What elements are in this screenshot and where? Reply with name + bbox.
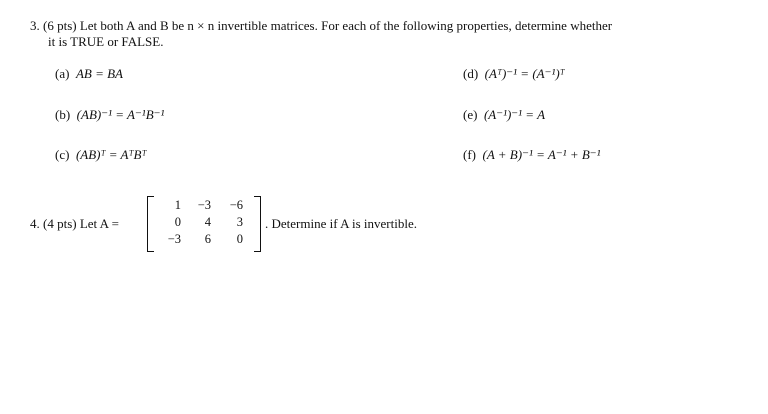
question-4-stem <box>30 216 119 232</box>
q3-item-d <box>463 66 565 82</box>
matrix-cell: −3 <box>197 198 211 212</box>
q3-item-expression: AB = BA <box>75 66 123 81</box>
q3-item-a <box>55 66 123 82</box>
question-3-text-line2: it is TRUE or FALSE. <box>48 34 164 49</box>
matrix-a <box>147 196 261 252</box>
q3-item-c <box>55 147 146 163</box>
q3-item-label: (b) <box>55 107 71 122</box>
matrix-left-bracket <box>147 196 154 252</box>
question-4-prefix: (4 pts) Let A = <box>43 216 119 231</box>
q3-item-expression: (AB)⁻¹ = A⁻¹B⁻¹ <box>76 107 165 122</box>
question-3-text-line1: (6 pts) Let both A and B be n × n invertible matrices. For each of the following properties, determine whether <box>43 18 613 33</box>
q3-item-label: (c) <box>55 147 70 162</box>
q3-item-label: (a) <box>55 66 70 81</box>
matrix-cell: −3 <box>167 232 181 246</box>
matrix-cell: 0 <box>174 215 181 229</box>
matrix-cell: 4 <box>204 215 211 229</box>
q3-item-b <box>55 107 164 123</box>
matrix-cell: 6 <box>204 232 211 246</box>
question-3-number: 3. <box>30 18 40 33</box>
q3-item-expression: (AB)ᵀ = AᵀBᵀ <box>75 147 147 162</box>
q3-item-label: (f) <box>463 147 476 162</box>
matrix-cell: 1 <box>174 198 181 212</box>
q3-item-expression: (Aᵀ)⁻¹ = (A⁻¹)ᵀ <box>484 66 565 81</box>
q3-item-expression: (A + B)⁻¹ = A⁻¹ + B⁻¹ <box>482 147 601 162</box>
matrix-cell: 3 <box>236 215 243 229</box>
q3-item-label: (d) <box>463 66 479 81</box>
q3-item-e <box>463 107 545 123</box>
q3-item-f <box>463 147 601 163</box>
matrix-cell: −6 <box>229 198 243 212</box>
question-4-suffix: . Determine if A is invertible. <box>265 216 417 231</box>
question-3-stem <box>30 18 612 34</box>
q3-item-label: (e) <box>463 107 478 122</box>
q3-item-expression: (A⁻¹)⁻¹ = A <box>483 107 546 122</box>
matrix-cell: 0 <box>236 232 243 246</box>
matrix-right-bracket <box>254 196 261 252</box>
question-4-number: 4. <box>30 216 40 231</box>
